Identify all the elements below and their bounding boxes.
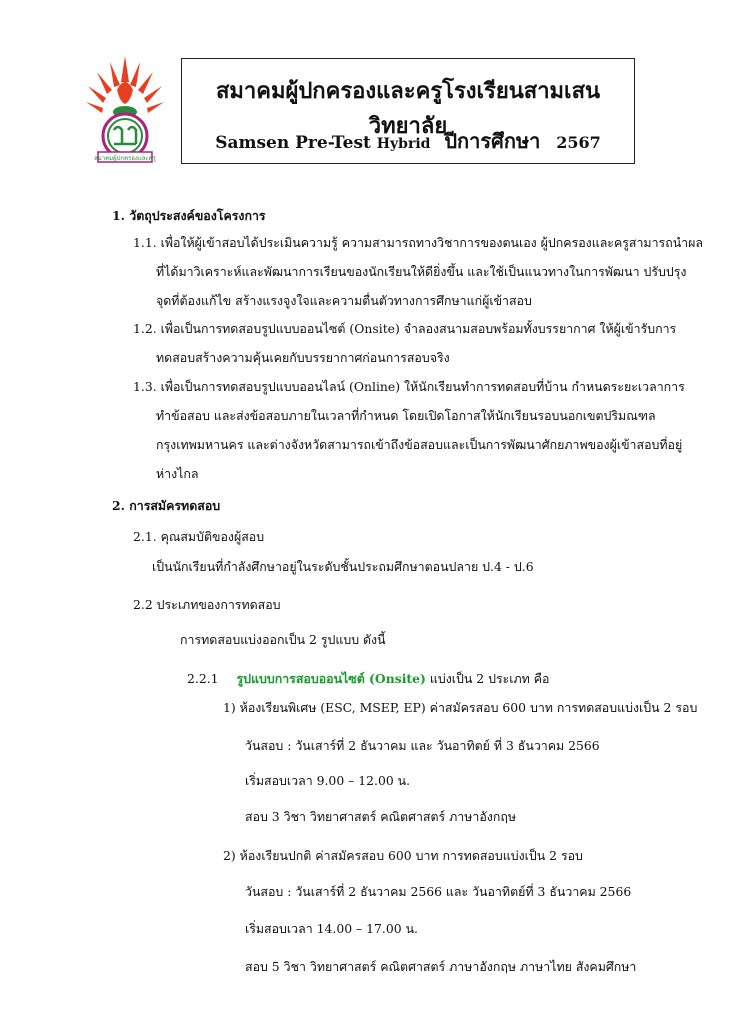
- room-1-subjects: สอบ 3 วิชา วิทยาศาสตร์ คณิตศาสตร์ ภาษาอังกฤษ: [245, 809, 517, 824]
- section-2-2-body: การทดสอบแบ่งออกเป็น 2 รูปแบบ ดังนี้: [180, 632, 386, 647]
- room-2-time: เริ่มสอบเวลา 14.00 – 17.00 น.: [245, 921, 418, 936]
- item-1-3-line-1: 1.3. เพื่อเป็นการทดสอบรูปแบบออนไลน์ (Online) ให้นักเรียนทำการทดสอบที่บ้าน กำหนดระยะเวลาการ: [133, 379, 685, 394]
- room-1-heading: 1) ห้องเรียนพิเศษ (ESC, MSEP, EP) ค่าสมัครสอบ 600 บาท การทดสอบแบ่งเป็น 2 รอบ: [223, 700, 698, 715]
- item-1-3-line-3: กรุงเทพมหานคร และต่างจังหวัดสามารถเข้าถึงข้อสอบและเป็นการพัฒนาศักยภาพของผู้เข้าสอบที่อยู่: [156, 437, 683, 452]
- room-2-date: วันสอบ : วันเสาร์ที่ 2 ธันวาคม 2566 และ วันอาทิตย์ที่ 3 ธันวาคม 2566: [245, 884, 632, 899]
- onsite-format-highlight: รูปแบบการสอบออนไซต์ (Onsite): [236, 671, 426, 686]
- title-event: Samsen Pre-Test: [215, 133, 371, 153]
- section-2-2-1-line: [187, 672, 550, 687]
- section-2-2-1-number: 2.2.1: [187, 671, 219, 686]
- room-1-time: เริ่มสอบเวลา 9.00 – 12.00 น.: [245, 773, 411, 788]
- title-hybrid: Hybrid: [376, 136, 431, 152]
- item-1-3-line-4: ห่างไกล: [156, 466, 199, 481]
- item-1-1-line-2: ที่ได้มาวิเคราะห์และพัฒนาการเรียนของนักเรียนให้ดียิ่งขึ้น และใช้เป็นแนวทางในการพัฒนา ปรับปรุง: [156, 264, 687, 279]
- section-2-heading: 2. การสมัครทดสอบ: [112, 498, 221, 513]
- item-1-2-line-2: ทดสอบสร้างความคุ้นเคยกับบรรยากาศก่อนการสอบจริง: [156, 350, 450, 365]
- section-2-1-body: เป็นนักเรียนที่กำลังศึกษาอยู่ในระดับชั้นประถมศึกษาตอนปลาย ป.4 - ป.6: [152, 559, 534, 574]
- title-event-line: [182, 125, 634, 157]
- item-1-3-line-2: ทำข้อสอบ และส่งข้อสอบภายในเวลาที่กำหนด โดยเปิดโอกาสให้นักเรียนรอบนอกเขตปริมณฑล: [156, 408, 656, 423]
- room-1-date: วันสอบ : วันเสาร์ที่ 2 ธันวาคม และ วันอาทิตย์ ที่ 3 ธันวาคม 2566: [245, 738, 600, 753]
- title-year: 2567: [556, 133, 601, 152]
- room-2-subjects: สอบ 5 วิชา วิทยาศาสตร์ คณิตศาสตร์ ภาษาอังกฤษ ภาษาไทย สังคมศึกษา: [245, 959, 637, 974]
- title-year-label: ปีการศึกษา: [444, 129, 541, 153]
- section-2-1-title: 2.1. คุณสมบัติของผู้สอบ: [133, 529, 265, 544]
- room-2-heading: 2) ห้องเรียนปกติ ค่าสมัครสอบ 600 บาท การทดสอบแบ่งเป็น 2 รอบ: [223, 848, 583, 863]
- section-2-2-title: 2.2 ประเภทของการทดสอบ: [133, 597, 281, 612]
- title-box: [181, 58, 635, 164]
- association-logo: [84, 52, 166, 166]
- section-1-heading: 1. วัตถุประสงค์ของโครงการ: [112, 208, 266, 223]
- logo-text: สมาคมผู้ปกครองและครู: [94, 155, 156, 162]
- title-thai: สมาคมผู้ปกครองและครูโรงเรียนสามเสนวิทยาลัย: [215, 78, 601, 139]
- item-1-1-line-1: 1.1. เพื่อให้ผู้เข้าสอบได้ประเมินความรู้ ความสามารถทางวิชาการของตนเอง ผู้ปกครองและครูสามารถนำผล: [133, 235, 703, 250]
- item-1-1-line-3: จุดที่ต้องแก้ไข สร้างแรงจูงใจและความตื่นตัวทางการศึกษาแก่ผู้เข้าสอบ: [156, 293, 532, 308]
- item-1-2-line-1: 1.2. เพื่อเป็นการทดสอบรูปแบบออนไซต์ (Onsite) จำลองสนามสอบพร้อมทั้งบรรยากาศ ให้ผู้เข้ารับการ: [133, 321, 677, 336]
- section-2-2-1-rest: แบ่งเป็น 2 ประเภท คือ: [429, 671, 550, 686]
